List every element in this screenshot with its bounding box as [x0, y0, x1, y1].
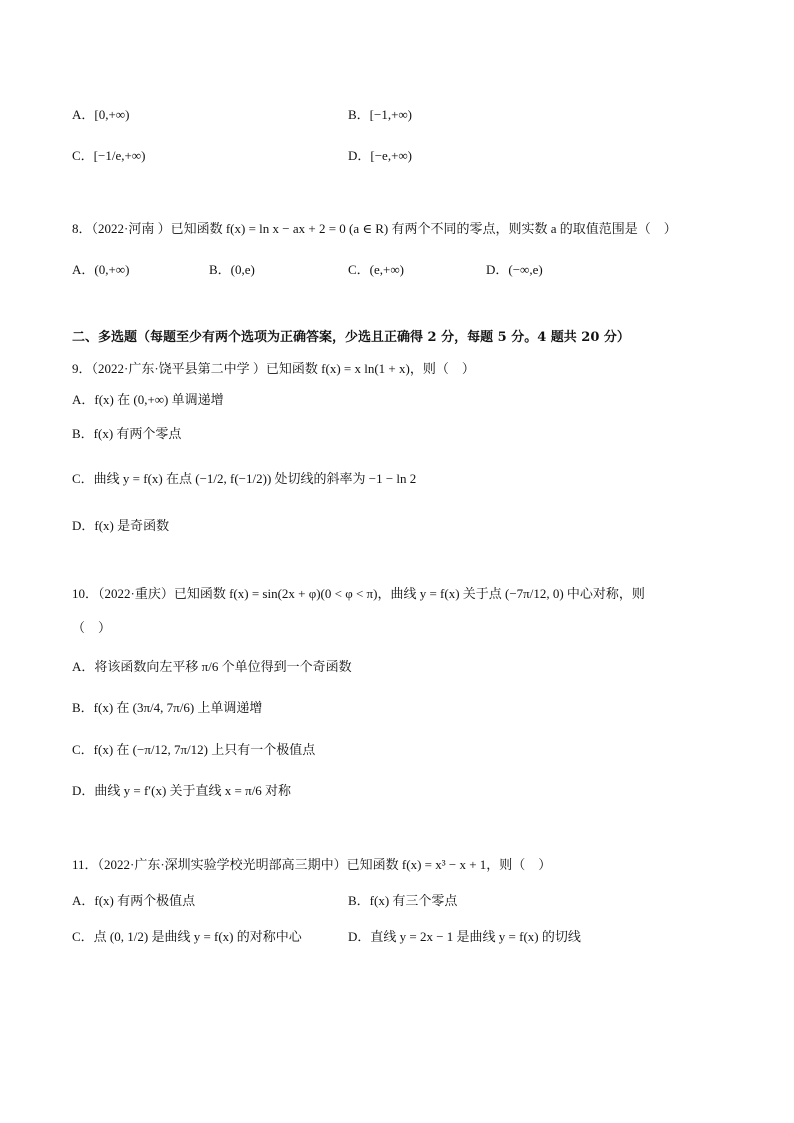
q10-stem: 10．（2022·重庆）已知函数 f(x) = sin(2x + φ)(0 < φ < π)，曲线 y = f(x) 关于点 (−7π/12, 0) 中心对称，则: [72, 586, 645, 601]
q9-option-c: C．曲线 y = f(x) 在点 (−1/2, f(−1/2)) 处切线的斜率为 −1 − ln 2: [72, 471, 417, 486]
section-heading: 二、多选题（每题至少有两个选项为正确答案，少选且正确得 2 分，每题 5 分。4 题共 20 分）: [72, 330, 630, 345]
q7-option-a: A．[0,+∞): [72, 107, 130, 122]
q9-stem: 9．（2022·广东·饶平县第二中学 ）已知函数 f(x) = x ln(1 + x)，则（ ）: [72, 361, 475, 376]
q11-option-c: C．点 (0, 1/2) 是曲线 y = f(x) 的对称中心: [72, 929, 302, 944]
q7-option-b: B．[−1,+∞): [348, 107, 413, 122]
q10-option-b: B．f(x) 在 (3π/4, 7π/6) 上单调递增: [72, 700, 263, 715]
q10-option-c: C．f(x) 在 (−π/12, 7π/12) 上只有一个极值点: [72, 742, 316, 757]
q8-stem: 8．（2022·河南 ）已知函数 f(x) = ln x − ax + 2 = 0 (a ∈ R) 有两个不同的零点，则实数 a 的取值范围是（ ）: [72, 221, 677, 236]
q10-option-a: A．将该函数向左平移 π/6 个单位得到一个奇函数: [72, 659, 352, 674]
q9-option-a: A．f(x) 在 (0,+∞) 单调递增: [72, 392, 224, 407]
q7-option-d: D．[−e,+∞): [348, 148, 412, 163]
q8-option-c: C．(e,+∞): [348, 262, 404, 277]
q11-stem: 11．（2022·广东·深圳实验学校光明部高三期中）已知函数 f(x) = x³ − x + 1，则（ ）: [72, 857, 552, 872]
q8-option-b: B．(0,e): [209, 262, 255, 277]
q11-option-b: B．f(x) 有三个零点: [348, 893, 458, 908]
q9-option-d: D．f(x) 是奇函数: [72, 518, 170, 533]
q8-option-a: A．(0,+∞): [72, 262, 130, 277]
q10-stem-continued: （ ）: [72, 620, 112, 635]
q11-option-a: A．f(x) 有两个极值点: [72, 893, 196, 908]
q9-option-b: B．f(x) 有两个零点: [72, 426, 182, 441]
q10-option-d: D．曲线 y = f′(x) 关于直线 x = π/6 对称: [72, 783, 292, 798]
q8-option-d: D．(−∞,e): [486, 262, 543, 277]
q7-option-c: C．[−1/e,+∞): [72, 148, 146, 163]
q11-option-d: D．直线 y = 2x − 1 是曲线 y = f(x) 的切线: [348, 929, 581, 944]
